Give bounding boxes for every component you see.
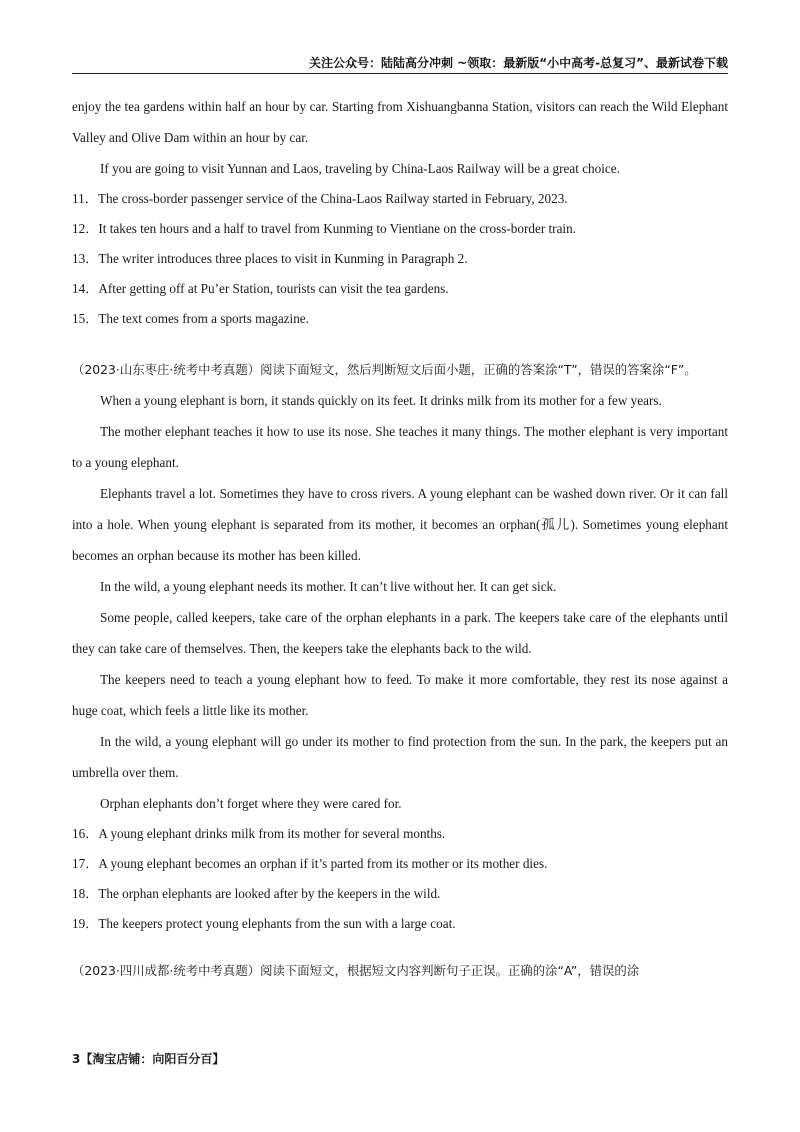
passage2-paragraph-4: In the wild, a young elephant needs its mother. It can’t live without her. It can get sick. — [100, 579, 557, 594]
passage2-paragraph-2: The mother elephant teaches it how to use its nose. She teaches it many things. The mother elephant is very important to a young elephant. — [72, 424, 728, 470]
passage2-paragraph-7: In the wild, a young elephant will go under its mother to find protection from the sun. In the park, the keepers put an umbrella over them. — [72, 734, 728, 780]
question-11: 11．The cross-border passenger service of the China-Laos Railway started in February, 2023. — [72, 191, 568, 206]
passage2-paragraph-6: The keepers need to teach a young elephant how to feed. To make it more comfortable, they rest its nose against a huge coat, which feels a little like its mother. — [72, 672, 728, 718]
header-divider — [72, 73, 728, 74]
passage2-instruction: （2023·山东枣庄·统考中考真题）阅读下面短文，然后判断短文后面小题，正确的答案涂“T”，错误的答案涂“F”。 — [72, 362, 697, 377]
question-14: 14．After getting off at Pu’er Station, tourists can visit the tea gardens. — [72, 281, 449, 296]
passage2-paragraph-3: Elephants travel a lot. Sometimes they have to cross rivers. A young elephant can be washed down river. Or it can fall into a hole. When young elephant is separated from its mother, it becomes an orphan(孤儿). Sometimes young elephant becomes an orphan because its mother has been killed. — [72, 486, 728, 563]
passage2-paragraph-1: When a young elephant is born, it stands quickly on its feet. It drinks milk from its mother for a few years. — [100, 393, 662, 408]
question-13: 13．The writer introduces three places to visit in Kunming in Paragraph 2. — [72, 251, 468, 266]
question-19: 19．The keepers protect young elephants from the sun with a large coat. — [72, 916, 456, 931]
question-17: 17．A young elephant becomes an orphan if it’s parted from its mother or its mother dies. — [72, 856, 548, 871]
page-header: 关注公众号：陆陆高分冲刺 ~领取：最新版“小中高考-总复习”、最新试卷下载 — [309, 56, 728, 70]
passage3-instruction: （2023·四川成都·统考中考真题）阅读下面短文，根据短文内容判断句子正误。正确的涂“A”，错误的涂 — [72, 963, 640, 978]
question-16: 16．A young elephant drinks milk from its mother for several months. — [72, 826, 446, 841]
document-body — [72, 91, 728, 986]
page-footer: 3【淘宝店铺：向阳百分百】 — [72, 1052, 225, 1066]
passage1-paragraph-2: If you are going to visit Yunnan and Laos, traveling by China-Laos Railway will be a great choice. — [100, 161, 620, 176]
question-15: 15．The text comes from a sports magazine. — [72, 311, 309, 326]
question-12: 12．It takes ten hours and a half to travel from Kunming to Vientiane on the cross-border train. — [72, 221, 576, 236]
passage1-paragraph-1: enjoy the tea gardens within half an hour by car. Starting from Xishuangbanna Station, visitors can reach the Wild Elephant Valley and Olive Dam within an hour by car. — [72, 99, 728, 145]
question-18: 18．The orphan elephants are looked after by the keepers in the wild. — [72, 886, 441, 901]
passage2-paragraph-5: Some people, called keepers, take care of the orphan elephants in a park. The keepers take care of the elephants until they can take care of themselves. Then, the keepers take the elephants back to the wild. — [72, 610, 728, 656]
section-spacer — [72, 939, 728, 955]
passage2-paragraph-8: Orphan elephants don’t forget where they were cared for. — [100, 796, 402, 811]
section-spacer — [72, 334, 728, 354]
